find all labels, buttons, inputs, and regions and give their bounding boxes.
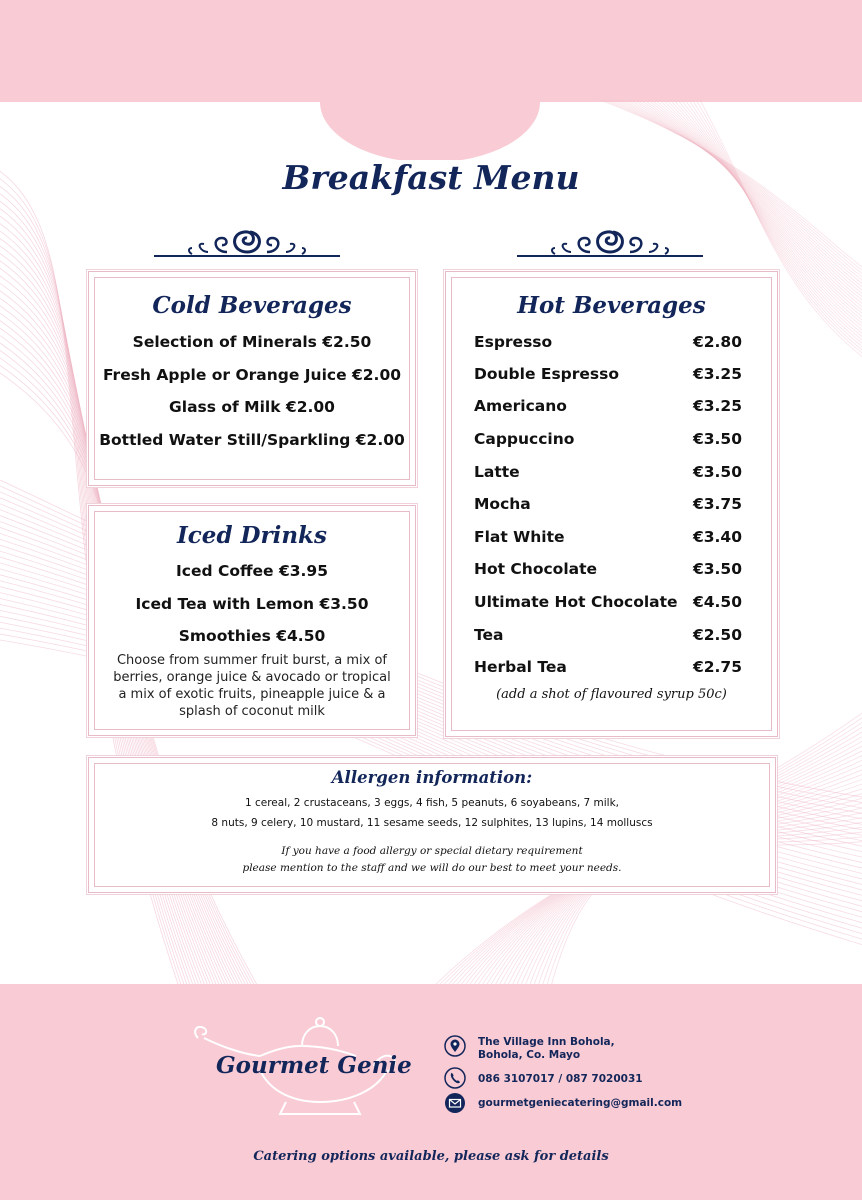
address-line: Bohola, Co. Mayo (478, 1049, 581, 1061)
brand-name: Gourmet Genie (216, 1052, 412, 1079)
allergen-note: please mention to the staff and we will do our best to meet your needs. (242, 862, 622, 874)
email-icon (444, 1092, 466, 1114)
address (478, 1036, 615, 1062)
item-name: Americano (474, 397, 567, 415)
iced-drinks-panel (88, 505, 416, 736)
item-price: €2.75 (692, 658, 742, 676)
item-name: Cappuccino (474, 430, 575, 448)
menu-row (474, 560, 742, 584)
item-name: Mocha (474, 495, 531, 513)
menu-row (474, 658, 742, 682)
description-line: a mix of exotic fruits, pineapple juice & a (118, 687, 386, 702)
menu-row (474, 593, 742, 617)
menu-row (474, 333, 742, 357)
hot-beverages-title: Hot Beverages (517, 292, 706, 319)
allergen-note: If you have a food allergy or special dietary requirement (281, 845, 583, 857)
item-price: €3.50 (692, 560, 742, 578)
item-price: €2.80 (692, 333, 742, 351)
menu-item: Smoothies €4.50 (178, 627, 326, 645)
item-price: €3.25 (692, 365, 742, 383)
item-name: Espresso (474, 333, 553, 351)
menu-row (474, 430, 742, 454)
item-name: Ultimate Hot Chocolate (474, 593, 678, 611)
description-line: splash of coconut milk (179, 704, 325, 719)
bottom-band (0, 984, 862, 1200)
menu-row (474, 528, 742, 552)
flourish-icon (515, 222, 705, 262)
allergen-title: Allergen information: (331, 768, 533, 787)
item-name: Herbal Tea (474, 658, 567, 676)
address-line: The Village Inn Bohola, (478, 1036, 615, 1048)
item-price: €4.50 (692, 593, 742, 611)
phone-number[interactable]: 086 3107017 / 087 7020031 (478, 1073, 643, 1085)
syrup-note: (add a shot of flavoured syrup 50c) (496, 687, 727, 702)
flourish-icon (152, 222, 342, 262)
menu-row (474, 397, 742, 421)
description-line: berries, orange juice & avocado or tropical (113, 670, 391, 685)
menu-row (474, 463, 742, 487)
item-price: €3.50 (692, 430, 742, 448)
smoothie-description (97, 652, 407, 720)
menu-row (474, 495, 742, 519)
menu-item: Iced Tea with Lemon €3.50 (135, 595, 369, 613)
item-name: Double Espresso (474, 365, 620, 383)
catering-note: Catering options available, please ask for details (253, 1149, 609, 1164)
item-price: €3.75 (692, 495, 742, 513)
item-price: €3.25 (692, 397, 742, 415)
location-pin-icon (444, 1035, 466, 1057)
allergen-list-line: 1 cereal, 2 crustaceans, 3 eggs, 4 fish, 5 peanuts, 6 soyabeans, 7 milk, (244, 797, 620, 809)
description-line: Choose from summer fruit burst, a mix of (116, 653, 388, 668)
email-address[interactable]: gourmetgeniecatering@gmail.com (478, 1097, 683, 1109)
page-title: Breakfast Menu (282, 158, 580, 197)
menu-item: Bottled Water Still/Sparkling €2.00 (99, 431, 405, 449)
item-name: Tea (474, 626, 504, 644)
item-price: €2.50 (692, 626, 742, 644)
cold-beverages-panel (88, 271, 416, 486)
allergen-list-line: 8 nuts, 9 celery, 10 mustard, 11 sesame seeds, 12 sulphites, 13 lupins, 14 molluscs (211, 817, 653, 829)
item-name: Latte (474, 463, 520, 481)
cold-beverages-title: Cold Beverages (152, 292, 352, 319)
allergen-panel (88, 757, 776, 893)
item-price: €3.40 (692, 528, 742, 546)
iced-drinks-title: Iced Drinks (177, 522, 327, 549)
menu-item: Fresh Apple or Orange Juice €2.00 (102, 366, 402, 384)
menu-row (474, 365, 742, 389)
menu-item: Iced Coffee €3.95 (176, 562, 328, 580)
item-name: Flat White (474, 528, 565, 546)
menu-row (474, 626, 742, 650)
item-name: Hot Chocolate (474, 560, 598, 578)
item-price: €3.50 (692, 463, 742, 481)
menu-item: Glass of Milk €2.00 (169, 398, 335, 416)
menu-item: Selection of Minerals €2.50 (132, 333, 372, 351)
phone-icon (444, 1067, 466, 1089)
